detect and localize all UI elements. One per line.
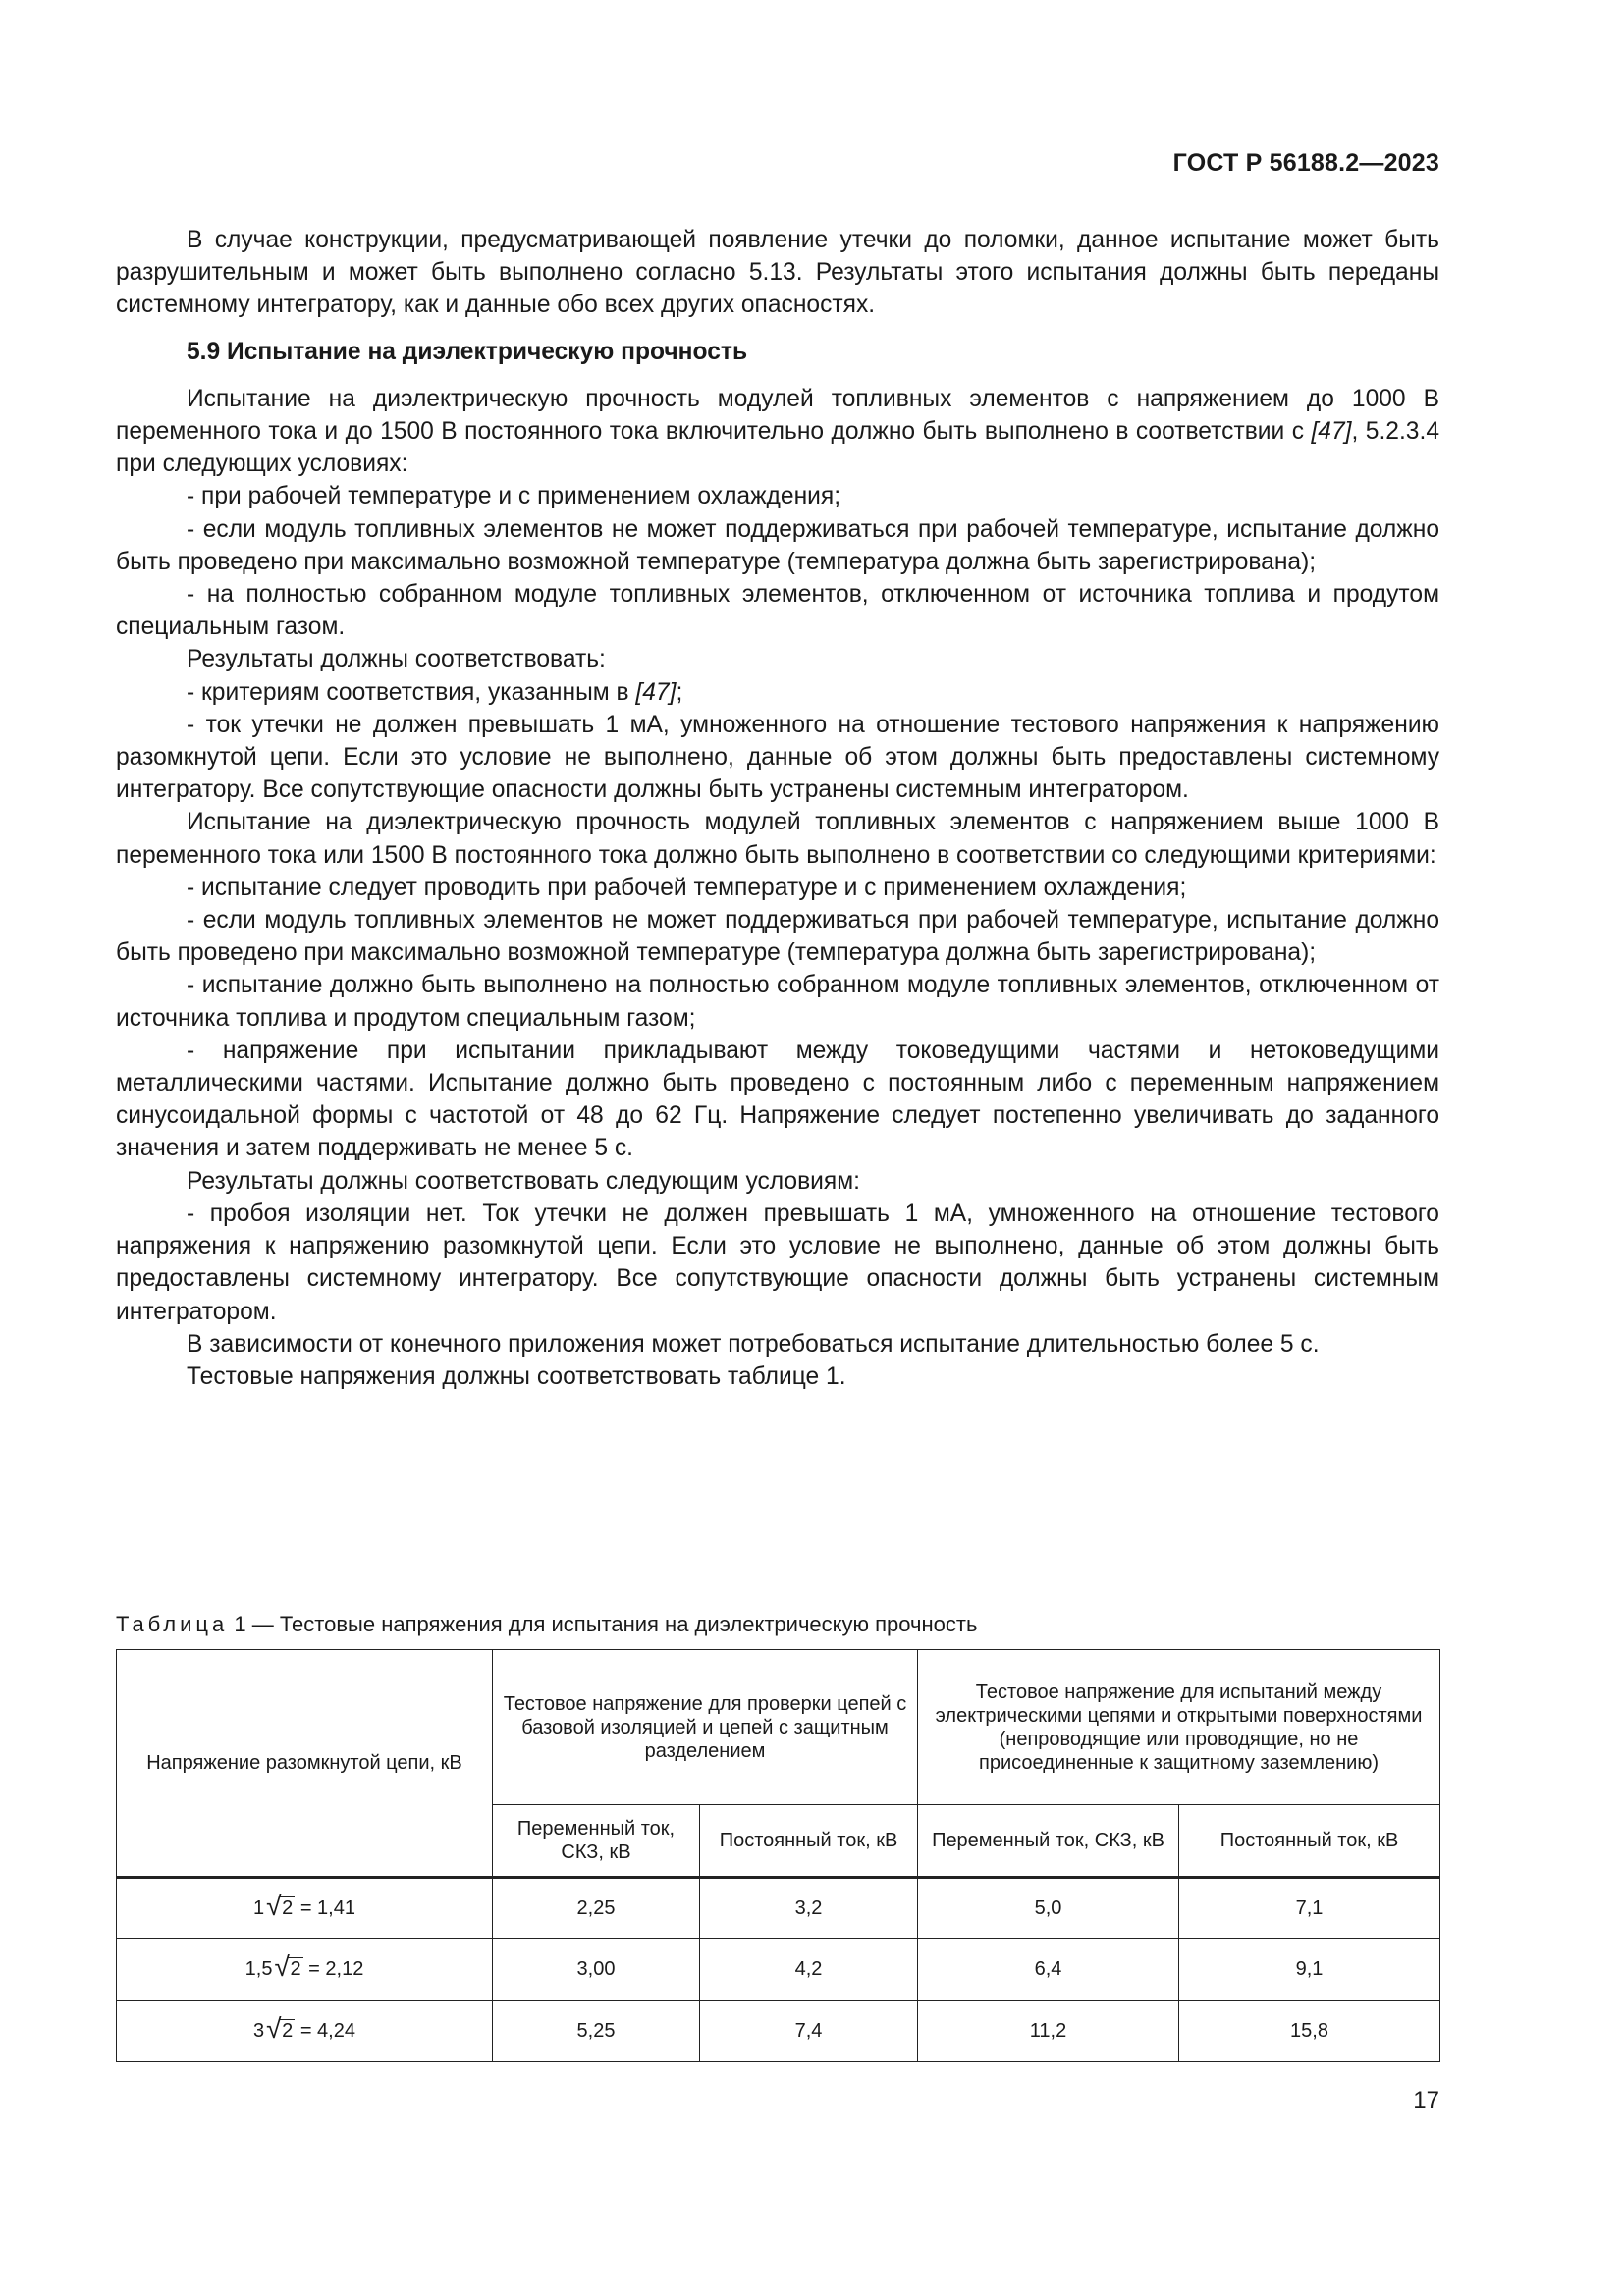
radicand: 2 [290,1958,301,1980]
table-cell-voltage [117,1878,493,1939]
list-item: - пробоя изоляции нет. Ток утечки не должен превышать 1 мА, умноженного на отношение тестового напряжения к напряжению разомкнутой цепи. Если это условие не выполнено, данные об этом должны быть предоставлены системному интегратору. Все сопутствующие опасности должны быть устранены системным интегратором. [116,1200,1439,1325]
table-subheader: Постоянный ток, кВ [1179,1805,1440,1878]
page-number: 17 [1413,2087,1439,2113]
list-item: - если модуль топливных элементов не может поддерживаться при рабочей температуре, испытание должно быть проведено при максимально возможной температуре (температура должна быть зарегистрирована); [116,515,1439,575]
list-item: - если модуль топливных элементов не может поддерживаться при рабочей температуре, испытание должно быть проведено при максимально возможной температуре (температура должна быть зарегистрирована); [116,907,1439,967]
paragraph-table-ref: Тестовые напряжения должны соответствовать таблице 1. [187,1362,846,1390]
reference-link: [47] [1311,418,1352,446]
table-cell-voltage [117,2001,493,2062]
table-subheader: Переменный ток, СКЗ, кВ [493,1805,700,1878]
table-subheader: Постоянный ток, кВ [700,1805,918,1878]
list-item: - при рабочей температуре и с применением охлаждения; [187,483,841,510]
paragraph-results-conditions: Результаты должны соответствовать следующим условиям: [187,1167,860,1195]
table-cell: 3,00 [493,1939,700,2001]
table-row [117,1878,1440,1939]
list-item: - испытание следует проводить при рабочей температуре и с применением охлаждения; [187,874,1187,901]
table-subheader: Переменный ток, СКЗ, кВ [918,1805,1179,1878]
paragraph-text: - критериям соответствия, указанным в [187,678,636,706]
square-root-symbol: √ 2 [274,1951,301,1982]
paragraph-duration: В зависимости от конечного приложения может потребоваться испытание длительностью более 5 с. [187,1330,1320,1358]
body-text [116,224,1439,1393]
table-header-basic-insulation: Тестовое напряжение для проверки цепей с базовой изоляцией и цепей с защитным разделением [493,1650,918,1805]
table-header-exposed-surfaces: Тестовое напряжение для испытаний между электрическими цепями и открытыми поверхностями (непроводящие или проводящие, но не присоединенные к защитному заземлению) [918,1650,1440,1805]
reference-link: [47] [635,678,677,706]
section-heading: 5.9 Испытание на диэлектрическую прочность [187,338,748,365]
paragraph-dielectric-low-voltage [116,383,1439,481]
voltage-result: = 4,24 [299,2020,355,2042]
paragraph-dielectric-high-voltage: Испытание на диэлектрическую прочность модулей топливных элементов с напряжением выше 1000 В переменного тока или 1500 В постоянного тока должно быть выполнено в соответствии со следующими критериями: [116,809,1439,869]
radicand: 2 [282,2020,294,2042]
paragraph-text: ; [676,678,683,706]
list-item: - на полностью собранном модуле топливных элементов, отключенном от источника топлива и продутом специальным газом. [116,581,1439,641]
list-item: - ток утечки не должен превышать 1 мА, умноженного на отношение тестового напряжения к напряжению разомкнутой цепи. Если это условие не выполнено, данные об этом должны быть предоставлены системному интегратору. Все сопутствующие опасности должны быть устранены системным интегратором. [116,711,1439,804]
table-caption-text: 1 — Тестовые напряжения для испытания на диэлектрическую прочность [228,1612,978,1636]
paragraph-text: Испытание на диэлектрическую прочность модулей топливных элементов с напряжением до 1000 В переменного тока и до 1500 В постоянного тока включительно должно быть выполнено в соответствии с [116,385,1439,446]
table-row [117,1939,1440,2001]
table-cell: 9,1 [1179,1939,1440,2001]
table-cell: 7,4 [700,2001,918,2062]
radicand: 2 [282,1897,294,1919]
list-item: - напряжение при испытании прикладывают между токоведущими частями и нетоковедущими металлическими частями. Испытание должно быть проведено с постоянным либо с переменным напряжением синусоидальной формы с частотой от 48 до 62 Гц. Напряжение следует постепенно увеличивать до заданного значения и затем поддерживать не менее 5 с. [116,1037,1439,1162]
list-item [116,676,1439,709]
table-caption [116,1610,977,1639]
coefficient: 1,5 [244,1958,273,1980]
table-cell: 5,0 [918,1878,1179,1939]
document-header: ГОСТ Р 56188.2—2023 [1172,149,1439,177]
table-cell-voltage [117,1939,493,2001]
table-caption-label: Таблица [116,1612,229,1636]
paragraph-leak-test: В случае конструкции, предусматривающей появление утечки до поломки, данное испытание может быть разрушительным и может быть выполнено согласно 5.13. Результаты этого испытания должны быть переданы системному интегратору, как и данные обо всех других опасностях. [116,227,1439,319]
coefficient: 1 [253,1897,265,1919]
list-item: - испытание должно быть выполнено на полностью собранном модуле топливных элементов, отключенном от источника топлива и продутом специальным газом; [116,972,1439,1032]
paragraph-results: Результаты должны соответствовать: [187,646,606,673]
table-header-open-circuit: Напряжение разомкнутой цепи, кВ [117,1650,493,1878]
paragraph-text: , 5.2.3.4 при следующих условиях: [116,418,1439,478]
table-row [117,2001,1440,2062]
voltage-result: = 1,41 [299,1897,355,1919]
table-cell: 3,2 [700,1878,918,1939]
voltage-result: = 2,12 [308,1958,364,1980]
table-cell: 5,25 [493,2001,700,2062]
table-cell: 11,2 [918,2001,1179,2062]
coefficient: 3 [253,2020,265,2042]
table-cell: 4,2 [700,1939,918,2001]
test-voltage-table [116,1649,1440,2062]
table-cell: 7,1 [1179,1878,1440,1939]
document-page [116,0,1439,2296]
table-cell: 2,25 [493,1878,700,1939]
table-cell: 15,8 [1179,2001,1440,2062]
table-cell: 6,4 [918,1939,1179,2001]
square-root-symbol: √ 2 [266,2013,294,2044]
square-root-symbol: √ 2 [266,1891,294,1921]
